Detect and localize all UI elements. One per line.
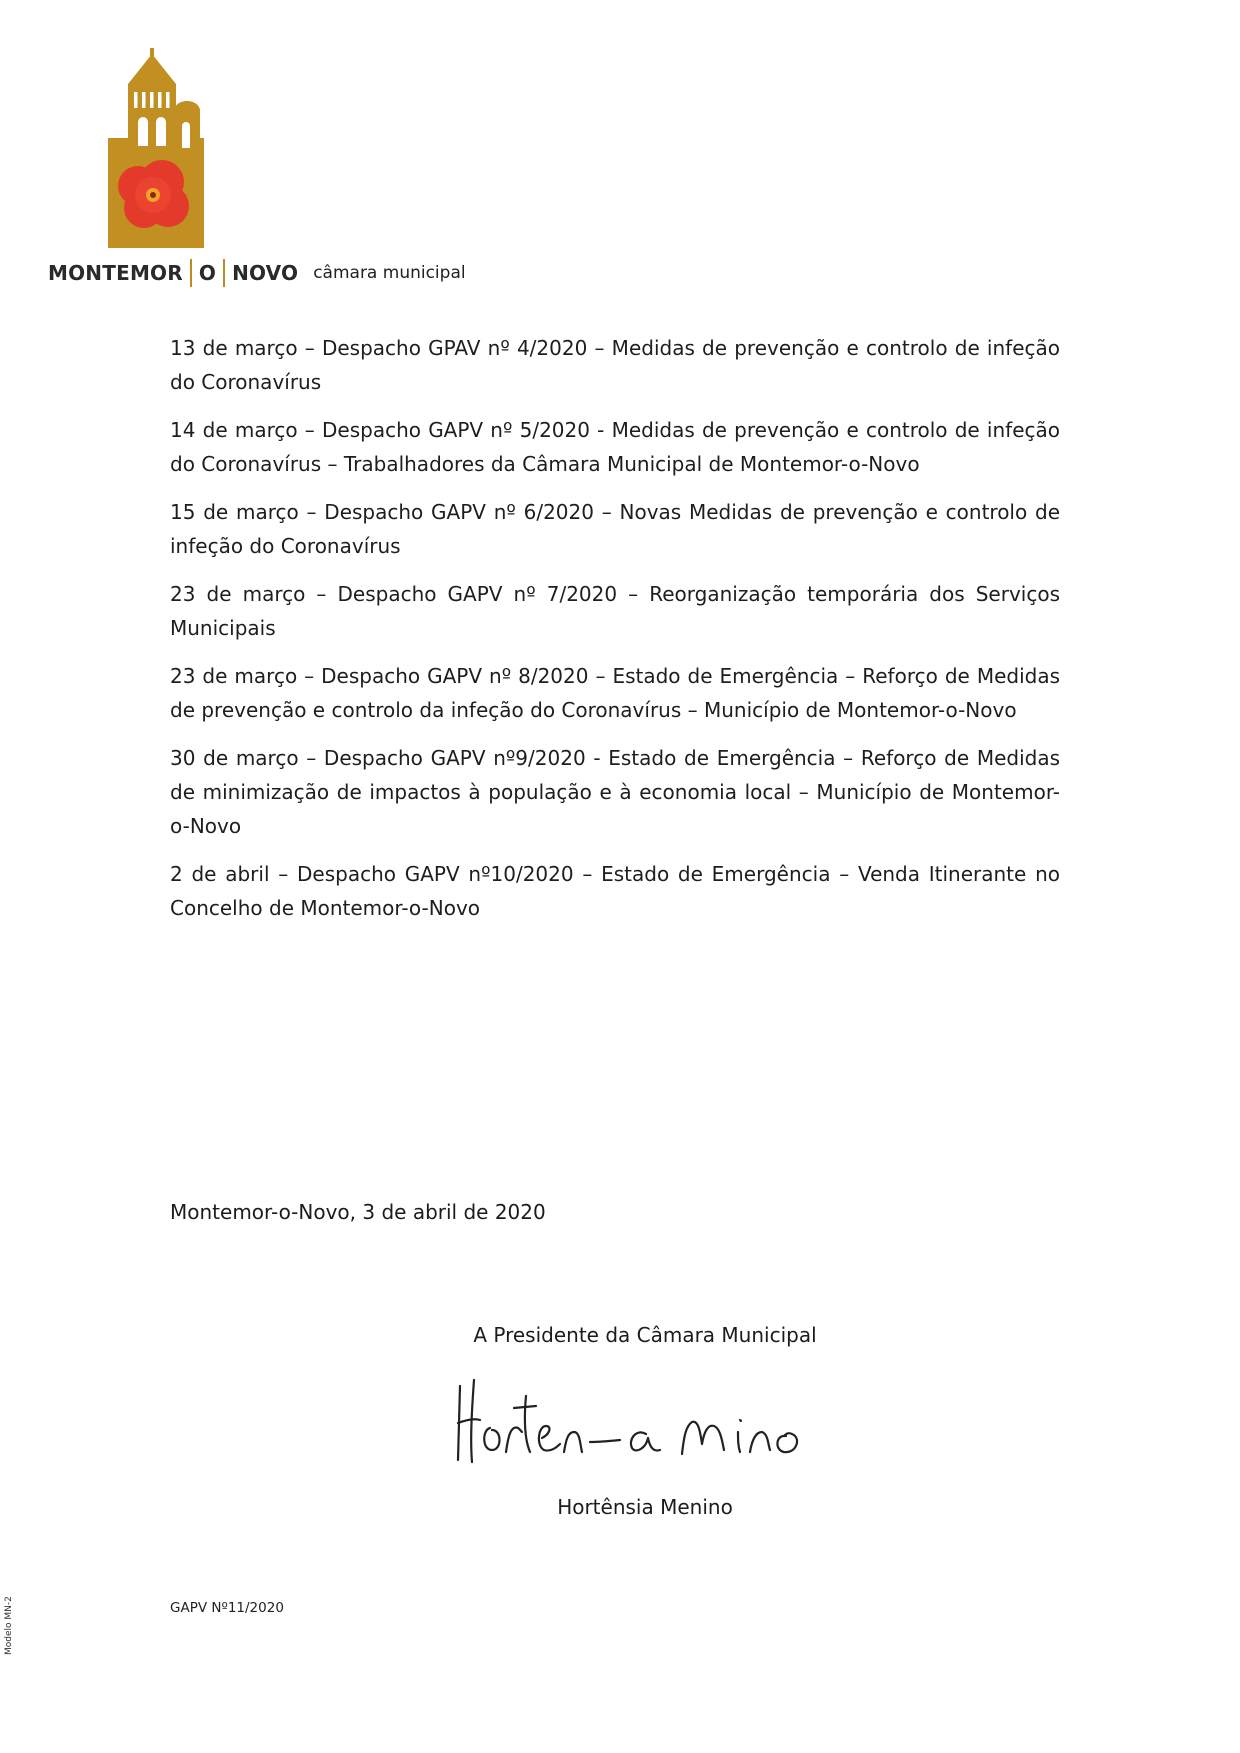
document-reference: GAPV Nº11/2020: [170, 1600, 284, 1616]
brand-name-montemor: MONTEMOR: [48, 261, 183, 285]
brand-divider: [190, 259, 192, 287]
dispatch-entry: 23 de março – Despacho GAPV nº 7/2020 – Reorganização temporária dos Serviços Municipais: [170, 582, 1060, 640]
dispatch-entry: 30 de março – Despacho GAPV nº9/2020 - Estado de Emergência – Reforço de Medidas de minimização de impactos à população e à economia local – Município de Montemor-o-Novo: [170, 746, 1060, 838]
brand-wordmark: [48, 258, 466, 288]
handwritten-signature: [450, 1368, 850, 1478]
place-and-date: Montemor-o-Novo, 3 de abril de 2020: [170, 1200, 546, 1224]
dispatch-entry: 15 de março – Despacho GAPV nº 6/2020 – Novas Medidas de prevenção e controlo de infeção do Coronavírus: [170, 500, 1060, 558]
brand-name-novo: NOVO: [232, 261, 299, 285]
brand-divider: [223, 259, 225, 287]
signature-title: A Presidente da Câmara Municipal: [473, 1323, 817, 1347]
municipal-logo: [108, 48, 228, 248]
signer-name: Hortênsia Menino: [557, 1495, 733, 1519]
dispatch-entry: 2 de abril – Despacho GAPV nº10/2020 – Estado de Emergência – Venda Itinerante no Concelho de Montemor-o-Novo: [170, 862, 1060, 920]
brand-subtitle: câmara municipal: [313, 263, 466, 283]
model-code: Modelo MN-2: [4, 1596, 14, 1655]
dispatch-list: [170, 331, 1060, 939]
dispatch-entry: 13 de março – Despacho GPAV nº 4/2020 – Medidas de prevenção e controlo de infeção do Coronavírus: [170, 336, 1060, 394]
poppy-flower-icon: [118, 160, 189, 228]
dispatch-entry: 23 de março – Despacho GAPV nº 8/2020 – Estado de Emergência – Reforço de Medidas de prevenção e controlo da infeção do Coronavírus – Município de Montemor-o-Novo: [170, 664, 1060, 722]
dispatch-entry: 14 de março – Despacho GAPV nº 5/2020 - Medidas de prevenção e controlo de infeção do Coronavírus – Trabalhadores da Câmara Municipal de Montemor-o-Novo: [170, 418, 1060, 476]
brand-name-o: O: [198, 261, 217, 285]
